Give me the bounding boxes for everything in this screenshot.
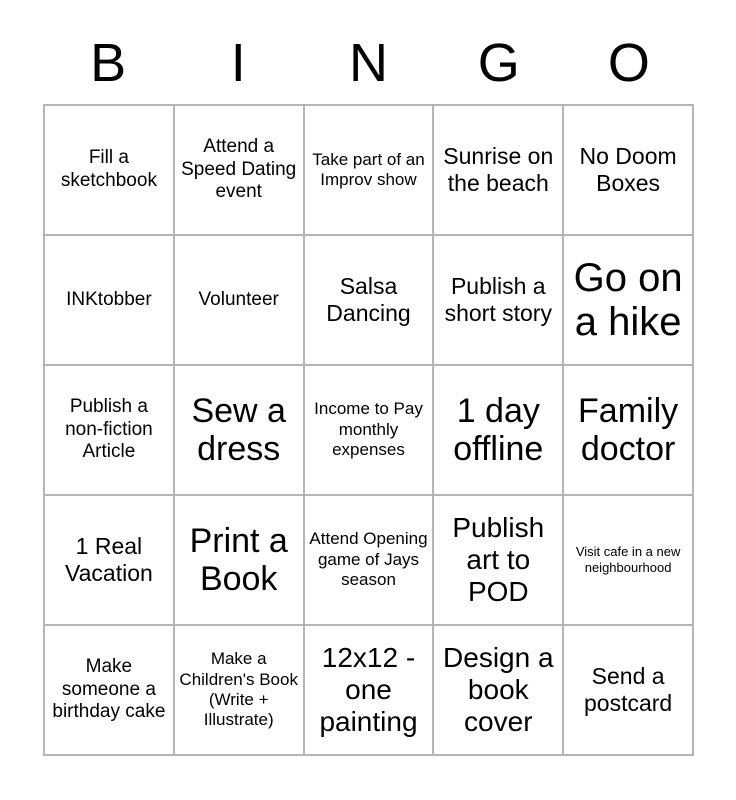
- bingo-header-letter-g: G: [477, 33, 520, 93]
- bingo-cell-r4c5[interactable]: [564, 496, 694, 626]
- bingo-cell-label: 1 Real Vacation: [64, 532, 153, 586]
- bingo-header-letter-i: I: [230, 33, 246, 93]
- bingo-cell-r4c2[interactable]: [175, 496, 305, 626]
- bingo-cell-label: Attend Opening game of Jays season: [309, 529, 428, 590]
- bingo-cell-r3c4[interactable]: [434, 366, 564, 496]
- bingo-cell-r5c1[interactable]: [45, 626, 175, 756]
- bingo-cell-r3c1[interactable]: [45, 366, 175, 496]
- bingo-cell-r5c3[interactable]: [305, 626, 435, 756]
- bingo-cell-label: No Doom Boxes: [579, 142, 677, 196]
- bingo-cell-r5c5[interactable]: [564, 626, 694, 756]
- bingo-cell-label: Print a Book: [189, 521, 288, 598]
- bingo-cell-label: Volunteer: [198, 288, 279, 310]
- bingo-header-row: [43, 24, 694, 102]
- bingo-cell-label: Sunrise on the beach: [443, 142, 554, 196]
- bingo-cell-r4c1[interactable]: [45, 496, 175, 626]
- bingo-cell-label: Salsa Dancing: [326, 272, 411, 326]
- bingo-cell-label: Publish art to POD: [452, 512, 545, 607]
- bingo-cell-label: Visit cafe in a new neighbourhood: [575, 544, 681, 575]
- bingo-cell-label: Fill a sketchbook: [60, 147, 157, 191]
- bingo-cell-r2c2[interactable]: [175, 236, 305, 366]
- bingo-cell-r1c4[interactable]: [434, 106, 564, 236]
- bingo-cell-r1c3[interactable]: [305, 106, 435, 236]
- bingo-cell-label: Take part of an Improv show: [312, 149, 425, 189]
- bingo-cell-r2c4[interactable]: [434, 236, 564, 366]
- bingo-cell-r1c1[interactable]: [45, 106, 175, 236]
- bingo-cell-r2c1[interactable]: [45, 236, 175, 366]
- bingo-cell-label: Income to Pay monthly expenses: [314, 399, 423, 460]
- bingo-cell-r3c2[interactable]: [175, 366, 305, 496]
- bingo-header-letter-n: N: [348, 33, 388, 93]
- bingo-cell-label: Go on a hike: [573, 256, 683, 344]
- bingo-cell-label: Make someone a birthday cake: [52, 655, 166, 723]
- bingo-cell-label: 1 day offline: [453, 391, 544, 468]
- bingo-cell-r3c5[interactable]: [564, 366, 694, 496]
- bingo-cell-r5c4[interactable]: [434, 626, 564, 756]
- bingo-cell-label: Family doctor: [578, 391, 679, 468]
- bingo-cell-label: Design a book cover: [443, 642, 554, 737]
- bingo-cell-label: Make a Children's Book (Write + Illustrate): [179, 649, 298, 730]
- bingo-cell-r1c2[interactable]: [175, 106, 305, 236]
- bingo-cell-label: Attend a Speed Dating event: [181, 135, 297, 203]
- bingo-cell-label: 12x12 - one painting: [319, 642, 418, 737]
- bingo-cell-label: Publish a non-fiction Article: [65, 395, 153, 463]
- bingo-cell-r5c2[interactable]: [175, 626, 305, 756]
- bingo-cell-label: Sew a dress: [191, 391, 286, 468]
- bingo-header-letter-o: O: [607, 33, 650, 93]
- bingo-cell-r4c3[interactable]: [305, 496, 435, 626]
- bingo-cell-r2c5[interactable]: [564, 236, 694, 366]
- bingo-grid: [43, 104, 694, 756]
- bingo-cell-r3c3[interactable]: [305, 366, 435, 496]
- bingo-cell-r4c4[interactable]: [434, 496, 564, 626]
- bingo-cell-label: INKtobber: [66, 288, 152, 310]
- bingo-cell-r1c5[interactable]: [564, 106, 694, 236]
- bingo-cell-r2c3[interactable]: [305, 236, 435, 366]
- bingo-cell-label: Send a postcard: [583, 662, 673, 716]
- bingo-cell-label: Publish a short story: [444, 272, 552, 326]
- bingo-header-letter-b: B: [90, 33, 127, 93]
